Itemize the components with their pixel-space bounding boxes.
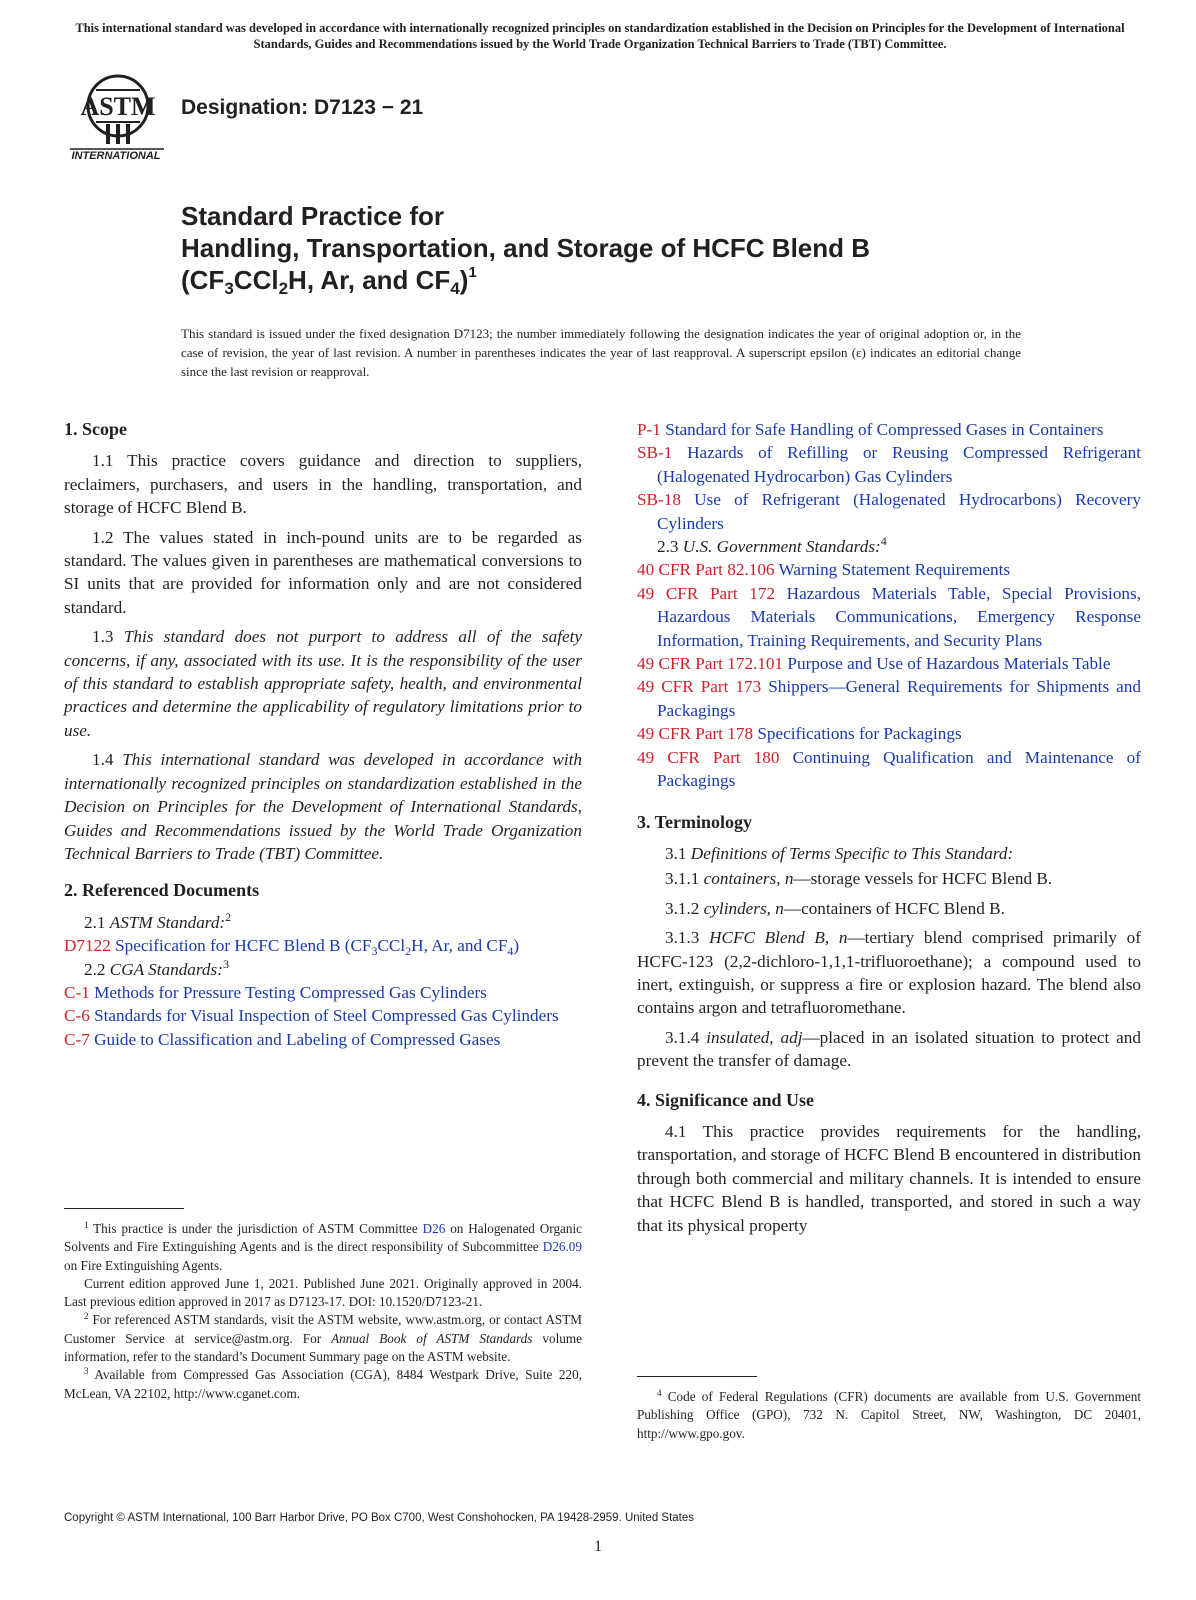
ref-cfr-172-101[interactable]: 49 CFR Part 172.101 Purpose and Use of Hazardous Materials Table	[637, 654, 1111, 674]
footnote-3: $^3$ Available from Compressed Gas Association (CGA), 8484 Westpark Drive, Suite 220, McLean, VA 22102, http://www.cganet.com.	[64, 1366, 582, 1401]
title-footnote-mark: 1	[468, 264, 477, 281]
ref-cga-p1[interactable]: P-1 Standard for Safe Handling of Compressed Gases in Containers	[637, 420, 1104, 439]
ref-cga-c7[interactable]: C-7 Guide to Classification and Labeling of Compressed Gases	[64, 1029, 501, 1049]
footnote-1: $^1$ This practice is under the jurisdiction of ASTM Committee D26 on Halogenated Organic Solvents and Fire Extinguishing Agents and is the direct responsibility of Subcommittee D26.09 on Fire Extinguishing Agents.	[64, 1220, 583, 1273]
page-number: 1	[594, 1538, 602, 1555]
scope-1-4: 1.4 This international standard was developed in accordance with internationally recognized principles on standardization established in the Decision on Principles for the Development of International Standards, Guides and Recommendations issued by the World Trade Organization Technical Barriers to Trade (TBT) Committee.	[64, 750, 582, 863]
logo-org-text: ASTM	[80, 92, 156, 121]
significance-4-1: 4.1 This practice provides requirements for the handling, transportation, and storage of HCFC Blend B encountered in distribution through both commercial and military channels. It is intended to ensure that HCFC Blend B is handled, transported, and stored in such a way that its physical property	[637, 1121, 1141, 1235]
gov-standards-subhead: 2.3 U.S. Government Standards:$^4$	[657, 534, 887, 557]
terminology-heading: 3. Terminology	[637, 811, 753, 832]
ref-cfr-180[interactable]: 49 CFR Part 180 Continuing Qualification and Maintenance of Packagings	[637, 747, 1141, 791]
subcommittee-d26-09-link[interactable]: D26.09	[542, 1239, 582, 1255]
designation: Designation: D7123 − 21	[181, 96, 424, 119]
astm-logo	[66, 70, 170, 166]
term-3-1-4: 3.1.4 insulated, adj—placed in an isolated situation to protect and prevent the transfer of damage.	[637, 1027, 1141, 1071]
footnote-4: $^4$ Code of Federal Regulations (CFR) documents are available from U.S. Government Publishing Office (GPO), 732 N. Capitol Street, NW, Washington, DC 20401, http://www.gpo.gov.	[637, 1388, 1141, 1441]
ref-cfr-172[interactable]: 49 CFR Part 172 Hazardous Materials Table, Special Provisions, Hazardous Materials Communications, Emergency Response Information, Training Requirements, and Security Plans	[637, 583, 1141, 650]
ref-cga-sb18[interactable]: SB-18 Use of Refrigerant (Halogenated Hydrocarbons) Recovery Cylinders	[637, 490, 1141, 533]
scope-1-3: 1.3 This standard does not purport to address all of the safety concerns, if any, associated with its use. It is the responsibility of the user of this standard to establish appropriate safety, health, and environmental practices and determine the applicability of regulatory limitations prior to use.	[64, 627, 582, 740]
term-3-1: 3.1 Definitions of Terms Specific to This Standard:	[665, 843, 1014, 863]
ref-d7122[interactable]: D7122 Specification for HCFC Blend B ($CF_3CCl_2H$, Ar, and $CF_4$)	[64, 936, 520, 959]
footnote-2: $^2$ For referenced ASTM standards, visit the ASTM website, www.astm.org, or contact ASTM Customer Service at service@astm.org. For Annual Book of ASTM Standards volume information, refer to the standard’s Document Summary page on the ASTM website.	[64, 1311, 582, 1365]
title-line-3: ($CF_3CCl_2H$, Ar, and $CF_4)^1$	[181, 264, 477, 298]
ref-cga-c6[interactable]: C-6 Standards for Visual Inspection of Steel Compressed Gas Cylinders	[64, 1006, 559, 1026]
footnote-rule-left	[64, 1208, 184, 1209]
ref-cfr-82-106[interactable]: 40 CFR Part 82.106 Warning Statement Requirements	[637, 560, 1011, 580]
scope-1-1: 1.1 This practice covers guidance and direction to suppliers, reclaimers, purchasers, and users in the handling, transportation, and storage of HCFC Blend B.	[64, 451, 582, 518]
footnote-rule-right	[637, 1376, 757, 1377]
ref-cga-sb1[interactable]: SB-1 Hazards of Refilling or Reusing Compressed Refrigerant (Halogenated Hydrocarbon) Gas Cylinders	[637, 443, 1141, 486]
copyright-footer: Copyright © ASTM International, 100 Barr Harbor Drive, PO Box C700, West Conshohocken, PA 19428-2959. United States	[64, 1512, 695, 1524]
ref-cfr-178[interactable]: 49 CFR Part 178 Specifications for Packagings	[637, 724, 962, 744]
term-3-1-2: 3.1.2 cylinders, n—containers of HCFC Blend B.	[665, 898, 1005, 918]
left-column	[64, 418, 582, 1051]
term-3-1-1: 3.1.1 containers, n—storage vessels for HCFC Blend B.	[665, 869, 1053, 889]
scope-heading: 1. Scope	[64, 419, 127, 439]
top-notice: This international standard was developed in accordance with internationally recognized principles on standardization established in the Decision on Principles for the Development of International Standards, Guides and Recommendations issued by the World Trade Organization Technical Barriers to Trade (TBT) Committee.	[75, 21, 1125, 51]
scope-1-2: 1.2 The values stated in inch-pound units are to be regarded as standard. The values given in parentheses are mathematical conversions to SI units that are provided for information only and are not considered standard.	[64, 527, 582, 617]
ref-cga-c1[interactable]: C-1 Methods for Pressure Testing Compressed Gas Cylinders	[64, 982, 487, 1002]
refdocs-heading: 2. Referenced Documents	[64, 880, 260, 901]
ref-cfr-173[interactable]: 49 CFR Part 173 Shippers—General Requirements for Shipments and Packagings	[637, 677, 1141, 720]
astm-standard-subhead: 2.1 ASTM Standard:$^2$	[84, 909, 232, 932]
term-3-1-3: 3.1.3 HCFC Blend B, n—tertiary blend comprised primarily of HCFC-123 (2,2-dichloro-1,1,1-trifluoroethane); a compound used to inert, extinguish, or suppress a fire or explosion hazard. The blend also contains argon and tetrafluoromethane.	[637, 928, 1141, 1018]
footnotes-right	[637, 1388, 1141, 1443]
title-line-2: Handling, Transportation, and Storage of HCFC Blend B	[181, 233, 871, 263]
footnotes-left	[64, 1220, 582, 1403]
committee-d26-link[interactable]: D26	[422, 1221, 446, 1236]
issue-note: This standard is issued under the fixed designation D7123; the number immediately following the designation indicates the year of original adoption or, in the case of revision, the year of last revision. A number in parentheses indicates the year of last reapproval. A superscript epsilon (ε) indicates an editorial change since the last revision or reapproval.	[181, 326, 1021, 379]
significance-heading: 4. Significance and Use	[637, 1089, 815, 1110]
title-line-1: Standard Practice for	[181, 201, 444, 231]
footnote-1-edition: Current edition approved June 1, 2021. Published June 2021. Originally approved in 2004. Last previous edition approved in 2017 as D7123-17. DOI: 10.1520/D7123-21.	[64, 1275, 582, 1310]
right-column	[637, 418, 1141, 1243]
cga-standards-subhead: 2.2 CGA Standards:$^3$	[84, 956, 229, 979]
logo-tagline-text: INTERNATIONAL	[71, 150, 161, 162]
document-title	[181, 200, 1061, 296]
